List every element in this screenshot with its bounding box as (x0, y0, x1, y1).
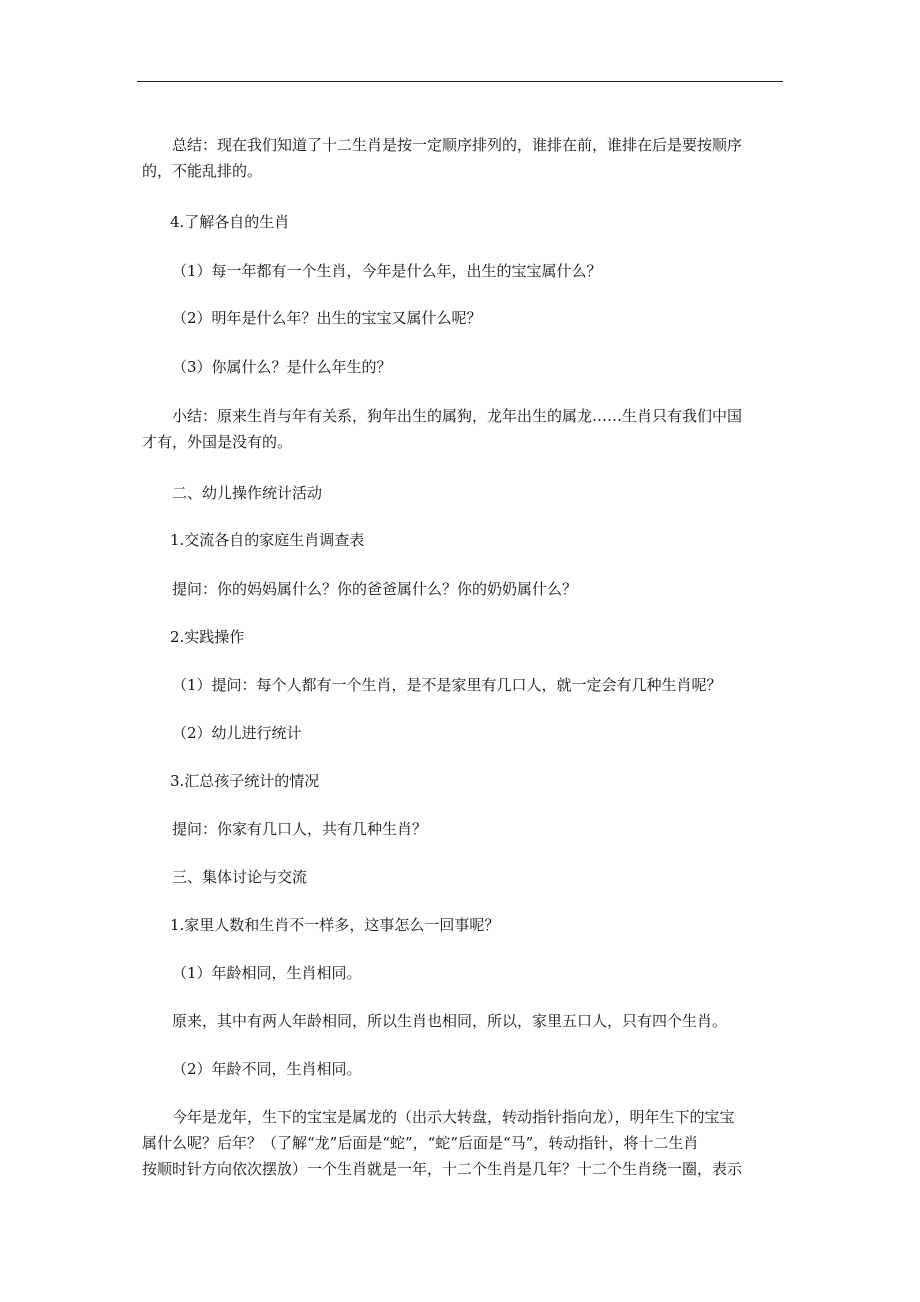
question-text: 提问：你的妈妈属什么？你的爸爸属什么？你的奶奶属什么？ (172, 580, 578, 598)
heading-exchange-survey: 1.交流各自的家庭生肖调查表 (170, 531, 365, 549)
list-item: （1）年龄相同，生肖相同。 (172, 964, 362, 982)
list-item: （2）明年是什么年？出生的宝宝又属什么呢？ (172, 309, 482, 327)
list-item: （3）你属什么？是什么年生的？ (172, 358, 392, 376)
paragraph-summary-2 (142, 403, 743, 455)
paragraph-line: 总结：现在我们知道了十二生肖是按一定顺序排列的，谁排在前，谁排在后是要按顺序 (172, 136, 743, 154)
header-rule (137, 81, 783, 82)
heading-practice: 2.实践操作 (170, 628, 245, 646)
heading-discussion: 1.家里人数和生肖不一样多，这事怎么一回事呢？ (170, 916, 500, 934)
paragraph-line: 今年是龙年，生下的宝宝是属龙的（出示大转盘，转动指针指向龙），明年生下的宝宝 (172, 1108, 735, 1126)
paragraph-line: 的，不能乱排的。 (142, 162, 263, 180)
list-item: （2）幼儿进行统计 (172, 724, 302, 742)
body-text: 原来，其中有两人年龄相同，所以生肖也相同，所以，家里五口人，只有四个生肖。 (172, 1012, 728, 1030)
question-text: 提问：你家有几口人，共有几种生肖？ (172, 820, 428, 838)
paragraph-dragon-year (142, 1104, 743, 1182)
paragraph-line: 按顺时针方向依次摆放）一个生肖就是一年，十二个生肖是几年？十二个生肖绕一圈，表示 (142, 1160, 743, 1178)
heading-summarize: 3.汇总孩子统计的情况 (170, 772, 320, 790)
paragraph-line: 属什么呢？后年？（了解“龙”后面是“蛇”，“蛇”后面是“马”，转动指针，将十二生肖 (142, 1134, 699, 1152)
paragraph-line: 小结：原来生肖与年有关系，狗年出生的属狗，龙年出生的属龙……生肖只有我们中国 (172, 407, 743, 425)
section-heading-2: 二、幼儿操作统计活动 (172, 484, 323, 502)
list-item: （1）提问：每个人都有一个生肖，是不是家里有几口人，就一定会有几种生肖呢？ (172, 676, 722, 694)
list-item: （1）每一年都有一个生肖，今年是什么年，出生的宝宝属什么？ (172, 262, 602, 280)
heading-understand-zodiac: 4.了解各自的生肖 (170, 213, 290, 231)
section-heading-3: 三、集体讨论与交流 (172, 868, 308, 886)
list-item: （2）年龄不同，生肖相同。 (172, 1060, 362, 1078)
paragraph-summary-1 (142, 132, 743, 184)
paragraph-line: 才有，外国是没有的。 (142, 433, 293, 451)
